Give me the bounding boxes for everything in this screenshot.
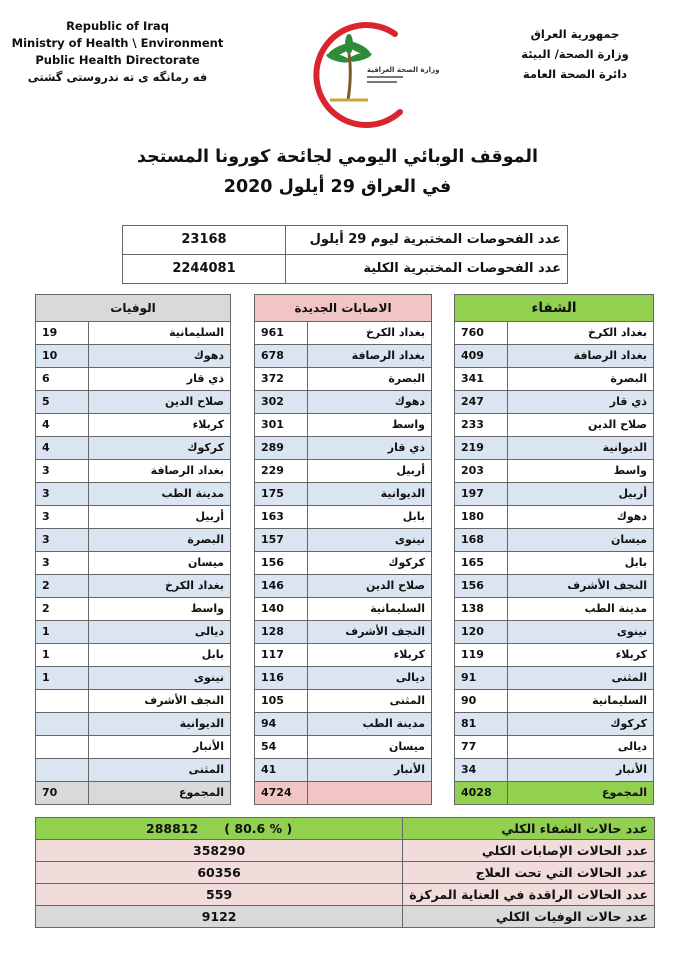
- header-arabic: [495, 24, 655, 84]
- header-en-line: فه رمانگه ی ته ندروستی گشتی: [27, 70, 208, 84]
- deaths-row: [36, 552, 231, 575]
- recovery-province: السليمانية: [508, 690, 654, 713]
- cases-value: 678: [255, 345, 308, 368]
- deaths-row: [36, 322, 231, 345]
- cases-province: السليمانية: [308, 598, 432, 621]
- deaths-value: [36, 736, 89, 759]
- cases-value: 301: [255, 414, 308, 437]
- cases-value: 41: [255, 759, 308, 782]
- deaths-value: 5: [36, 391, 89, 414]
- summary-row: [36, 840, 655, 862]
- cases-row: [255, 736, 432, 759]
- cases-row: [255, 460, 432, 483]
- deaths-table: [35, 294, 231, 805]
- cases-value: 54: [255, 736, 308, 759]
- recovery-value: 77: [455, 736, 508, 759]
- cases-value: 156: [255, 552, 308, 575]
- cases-row: [255, 621, 432, 644]
- cases-row: [255, 483, 432, 506]
- header-ar-line: جمهورية العراق: [530, 27, 620, 41]
- recovery-value: 219: [455, 437, 508, 460]
- cases-value: 961: [255, 322, 308, 345]
- deaths-value: 2: [36, 575, 89, 598]
- summary-row: [36, 862, 655, 884]
- daily-tests-value: 23168: [123, 226, 286, 255]
- deaths-province: دهوك: [89, 345, 231, 368]
- cases-row: [255, 506, 432, 529]
- recovery-province: كربلاء: [508, 644, 654, 667]
- recovery-province: صلاح الدين: [508, 414, 654, 437]
- summary-value: 559: [36, 884, 403, 906]
- cases-total-label: [308, 782, 432, 805]
- recovery-province: مدينة الطب: [508, 598, 654, 621]
- summary-table: [35, 817, 655, 928]
- ministry-logo-icon: [300, 20, 440, 128]
- deaths-province: مدينة الطب: [89, 483, 231, 506]
- summary-label: عدد الحالات التي تحت العلاج: [403, 862, 655, 884]
- deaths-row: [36, 690, 231, 713]
- header-english: [10, 18, 225, 86]
- deaths-province: نينوى: [89, 667, 231, 690]
- deaths-value: 3: [36, 460, 89, 483]
- cases-value: 163: [255, 506, 308, 529]
- recovery-province: بغداد الكرخ: [508, 322, 654, 345]
- report-subtitle: في العراق 29 أيلول 2020: [223, 177, 452, 197]
- recovery-province: دهوك: [508, 506, 654, 529]
- recovery-province: المثنى: [508, 667, 654, 690]
- cases-row: [255, 345, 432, 368]
- recovery-value: 165: [455, 552, 508, 575]
- recovery-row: [455, 552, 654, 575]
- deaths-row: [36, 644, 231, 667]
- cases-province: صلاح الدين: [308, 575, 432, 598]
- cases-row: [255, 575, 432, 598]
- cases-value: 302: [255, 391, 308, 414]
- cases-row: [255, 644, 432, 667]
- recovery-value: 197: [455, 483, 508, 506]
- total-tests-label: عدد الفحوصات المختبرية الكلية: [286, 255, 568, 284]
- deaths-value: 1: [36, 644, 89, 667]
- header-en-line: Republic of Iraq: [66, 19, 169, 33]
- recovery-value: 247: [455, 391, 508, 414]
- deaths-value: [36, 759, 89, 782]
- cases-province: ميسان: [308, 736, 432, 759]
- cases-row: [255, 667, 432, 690]
- cases-province: مدينة الطب: [308, 713, 432, 736]
- daily-tests-label: عدد الفحوصات المختبرية ليوم 29 أيلول: [286, 226, 568, 255]
- deaths-province: كركوك: [89, 437, 231, 460]
- deaths-province: بغداد الرصافة: [89, 460, 231, 483]
- deaths-province: ميسان: [89, 552, 231, 575]
- summary-row: [36, 818, 655, 840]
- cases-row: [255, 437, 432, 460]
- deaths-province: الديوانية: [89, 713, 231, 736]
- deaths-value: [36, 713, 89, 736]
- total-tests-value: 2244081: [123, 255, 286, 284]
- recovery-row: [455, 368, 654, 391]
- recovery-value: 90: [455, 690, 508, 713]
- recovery-province: نينوى: [508, 621, 654, 644]
- cases-row: [255, 368, 432, 391]
- recovery-value: 233: [455, 414, 508, 437]
- recovery-row: [455, 759, 654, 782]
- deaths-value: 3: [36, 483, 89, 506]
- header-en-line: Ministry of Health \ Environment: [11, 36, 224, 50]
- cases-value: 372: [255, 368, 308, 391]
- deaths-row: [36, 506, 231, 529]
- logo-text: وزارة الصحة العراقية: [367, 66, 440, 74]
- recovery-value: 156: [455, 575, 508, 598]
- recovery-province: ميسان: [508, 529, 654, 552]
- recovery-province: كركوك: [508, 713, 654, 736]
- recovery-value: 409: [455, 345, 508, 368]
- cases-province: ديالى: [308, 667, 432, 690]
- deaths-province: ديالى: [89, 621, 231, 644]
- deaths-row: [36, 621, 231, 644]
- deaths-province: بابل: [89, 644, 231, 667]
- summary-label: عدد الحالات الراقدة في العناية المركزة: [403, 884, 655, 906]
- recovery-total-label: المجموع: [508, 782, 654, 805]
- recovery-province: الأنبار: [508, 759, 654, 782]
- deaths-row: [36, 460, 231, 483]
- cases-value: 140: [255, 598, 308, 621]
- recovery-row: [455, 575, 654, 598]
- recovery-value: 138: [455, 598, 508, 621]
- deaths-province: النجف الأشرف: [89, 690, 231, 713]
- recovery-total-row: [455, 782, 654, 805]
- recovery-row: [455, 529, 654, 552]
- deaths-row: [36, 345, 231, 368]
- cases-row: [255, 552, 432, 575]
- deaths-value: 2: [36, 598, 89, 621]
- recovery-table: [454, 294, 654, 805]
- recovery-province: بابل: [508, 552, 654, 575]
- deaths-value: 6: [36, 368, 89, 391]
- recovery-province: أربيل: [508, 483, 654, 506]
- cases-row: [255, 322, 432, 345]
- deaths-total-value: 70: [36, 782, 89, 805]
- deaths-row: [36, 759, 231, 782]
- recovery-row: [455, 598, 654, 621]
- cases-row: [255, 690, 432, 713]
- recovery-value: 34: [455, 759, 508, 782]
- summary-row: [36, 906, 655, 928]
- cases-province: دهوك: [308, 391, 432, 414]
- cases-province: النجف الأشرف: [308, 621, 432, 644]
- deaths-value: 1: [36, 667, 89, 690]
- deaths-row: [36, 713, 231, 736]
- summary-label: عدد الحالات الإصابات الكلي: [403, 840, 655, 862]
- recovery-province: بغداد الرصافة: [508, 345, 654, 368]
- summary-value: 358290: [36, 840, 403, 862]
- tests-table: [122, 225, 568, 284]
- summary-label: عدد حالات الوفيات الكلي: [403, 906, 655, 928]
- deaths-row: [36, 575, 231, 598]
- cases-province: نينوى: [308, 529, 432, 552]
- cases-value: 289: [255, 437, 308, 460]
- cases-row: [255, 759, 432, 782]
- deaths-row: [36, 667, 231, 690]
- cases-province: بابل: [308, 506, 432, 529]
- cases-value: 117: [255, 644, 308, 667]
- cases-value: 116: [255, 667, 308, 690]
- deaths-province: السليمانية: [89, 322, 231, 345]
- recovery-value: 81: [455, 713, 508, 736]
- recovery-row: [455, 460, 654, 483]
- deaths-province: المثنى: [89, 759, 231, 782]
- recovery-row: [455, 713, 654, 736]
- deaths-province: أربيل: [89, 506, 231, 529]
- deaths-row: [36, 368, 231, 391]
- deaths-value: 4: [36, 437, 89, 460]
- cases-value: 229: [255, 460, 308, 483]
- cases-value: 94: [255, 713, 308, 736]
- cases-row: [255, 713, 432, 736]
- deaths-value: 3: [36, 552, 89, 575]
- recovery-province: ذي قار: [508, 391, 654, 414]
- recovery-row: [455, 391, 654, 414]
- recovery-province: النجف الأشرف: [508, 575, 654, 598]
- recovery-value: 91: [455, 667, 508, 690]
- recovery-row: [455, 506, 654, 529]
- cases-province: كركوك: [308, 552, 432, 575]
- deaths-province: ذي قار: [89, 368, 231, 391]
- deaths-value: 3: [36, 529, 89, 552]
- deaths-province: صلاح الدين: [89, 391, 231, 414]
- deaths-title: الوفيات: [36, 295, 231, 322]
- cases-province: الأنبار: [308, 759, 432, 782]
- cases-province: ذي قار: [308, 437, 432, 460]
- tests-row-total: [123, 255, 568, 284]
- deaths-row: [36, 736, 231, 759]
- cases-province: الديوانية: [308, 483, 432, 506]
- cases-province: أربيل: [308, 460, 432, 483]
- deaths-province: البصرة: [89, 529, 231, 552]
- deaths-value: 3: [36, 506, 89, 529]
- recovery-province: الديوانية: [508, 437, 654, 460]
- tests-row-daily: [123, 226, 568, 255]
- header-ar-line: وزارة الصحة/ البيئة: [521, 47, 629, 61]
- recovery-total-value: 4028: [455, 782, 508, 805]
- recovery-row: [455, 483, 654, 506]
- cases-row: [255, 598, 432, 621]
- recovery-title: الشفاء: [455, 295, 654, 322]
- cases-province: البصرة: [308, 368, 432, 391]
- cases-table: [254, 294, 432, 805]
- recovery-row: [455, 644, 654, 667]
- cases-value: 175: [255, 483, 308, 506]
- recovery-province: ديالى: [508, 736, 654, 759]
- deaths-total-label: المجموع: [89, 782, 231, 805]
- summary-row: [36, 884, 655, 906]
- cases-total-value: 4724: [255, 782, 308, 805]
- cases-value: 105: [255, 690, 308, 713]
- cases-title: الاصابات الجديدة: [255, 295, 432, 322]
- deaths-province: الأنبار: [89, 736, 231, 759]
- recovery-row: [455, 414, 654, 437]
- recovery-row: [455, 667, 654, 690]
- cases-row: [255, 414, 432, 437]
- recovery-row: [455, 736, 654, 759]
- deaths-value: 1: [36, 621, 89, 644]
- report-title: الموقف الوبائي اليومي لجائحة كورونا المستجد: [137, 147, 538, 167]
- recovery-row: [455, 345, 654, 368]
- deaths-total-row: [36, 782, 231, 805]
- recovery-value: 760: [455, 322, 508, 345]
- recovery-value: 203: [455, 460, 508, 483]
- deaths-province: كربلاء: [89, 414, 231, 437]
- cases-value: 157: [255, 529, 308, 552]
- header-ar-line: دائرة الصحة العامة: [522, 67, 628, 81]
- recovery-province: واسط: [508, 460, 654, 483]
- recovery-row: [455, 322, 654, 345]
- deaths-row: [36, 391, 231, 414]
- recovery-value: 180: [455, 506, 508, 529]
- cases-row: [255, 529, 432, 552]
- recovery-province: البصرة: [508, 368, 654, 391]
- recovery-value: 120: [455, 621, 508, 644]
- deaths-value: 19: [36, 322, 89, 345]
- recovery-row: [455, 437, 654, 460]
- deaths-province: بغداد الكرخ: [89, 575, 231, 598]
- cases-province: واسط: [308, 414, 432, 437]
- summary-label: عدد حالات الشفاء الكلي: [403, 818, 655, 840]
- recovery-row: [455, 690, 654, 713]
- deaths-row: [36, 483, 231, 506]
- cases-value: 128: [255, 621, 308, 644]
- deaths-row: [36, 529, 231, 552]
- cases-province: كربلاء: [308, 644, 432, 667]
- cases-province: المثنى: [308, 690, 432, 713]
- cases-province: بغداد الرصافة: [308, 345, 432, 368]
- recovery-row: [455, 621, 654, 644]
- summary-value: 9122: [36, 906, 403, 928]
- recovery-value: 119: [455, 644, 508, 667]
- deaths-row: [36, 414, 231, 437]
- deaths-value: [36, 690, 89, 713]
- summary-value: 288812 ( 80.6 % ): [36, 818, 403, 840]
- ministry-logo: [300, 20, 440, 128]
- deaths-value: 4: [36, 414, 89, 437]
- cases-total-row: [255, 782, 432, 805]
- deaths-value: 10: [36, 345, 89, 368]
- cases-row: [255, 391, 432, 414]
- cases-province: بغداد الكرخ: [308, 322, 432, 345]
- deaths-row: [36, 437, 231, 460]
- cases-value: 146: [255, 575, 308, 598]
- summary-value: 60356: [36, 862, 403, 884]
- header-en-line: Public Health Directorate: [35, 53, 200, 67]
- deaths-row: [36, 598, 231, 621]
- recovery-value: 341: [455, 368, 508, 391]
- recovery-value: 168: [455, 529, 508, 552]
- deaths-province: واسط: [89, 598, 231, 621]
